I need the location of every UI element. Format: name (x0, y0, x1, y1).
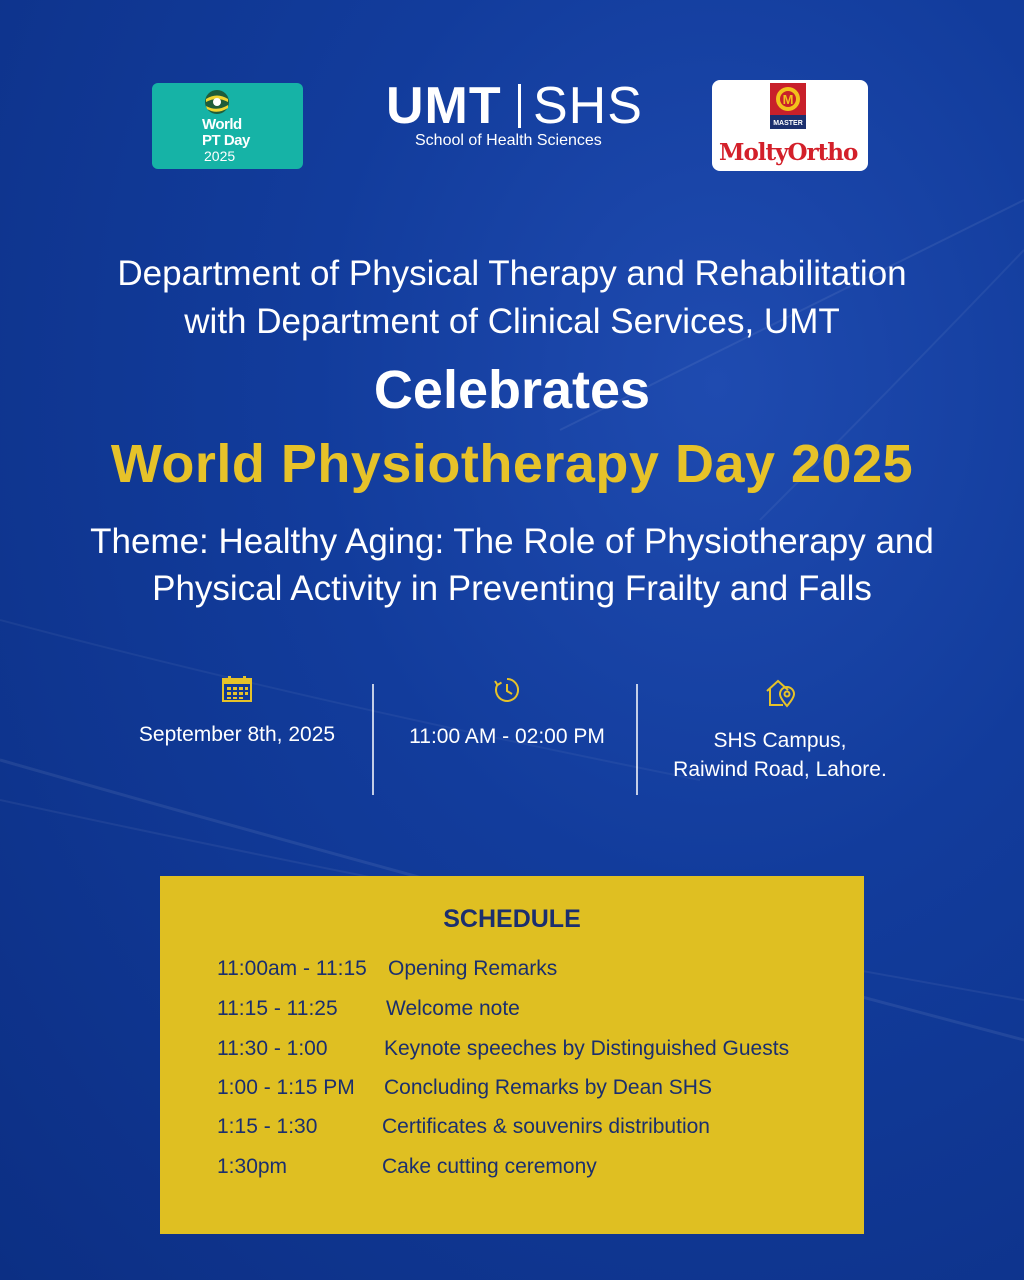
schedule-time: 1:15 - 1:30 (217, 1115, 318, 1138)
schedule-desc: Concluding Remarks by Dean SHS (384, 1076, 712, 1099)
event-title: World Physiotherapy Day 2025 (110, 434, 914, 494)
umt-wordmark: UMT (386, 77, 502, 135)
schedule-time: 11:30 - 1:00 (217, 1037, 328, 1060)
logo-divider (518, 84, 521, 128)
clock-icon (493, 676, 521, 704)
venue-line-2: Raiwind Road, Lahore. (673, 758, 887, 781)
theme-line-2: Physical Activity in Preventing Frailty and Falls (152, 569, 872, 608)
umt-subtitle: School of Health Sciences (415, 132, 602, 149)
location-icon (764, 676, 796, 708)
calendar-icon (222, 676, 252, 702)
info-divider-2 (636, 684, 638, 795)
umt-shs-logo (386, 78, 646, 158)
master-badge-text: MASTER (773, 120, 803, 127)
world-pt-day-logo (152, 83, 303, 169)
venue-line-1: SHS Campus, (713, 729, 847, 752)
department-heading (0, 250, 1024, 346)
master-badge-icon (770, 83, 806, 129)
schedule-time: 1:00 - 1:15 PM (217, 1076, 355, 1099)
svg-text:M: M (782, 92, 794, 107)
shs-wordmark: SHS (533, 77, 643, 135)
time-text: 11:00 AM - 02:00 PM (409, 725, 605, 748)
globe-icon (204, 89, 230, 115)
celebrates-heading: Celebrates (373, 360, 651, 420)
schedule-time: 1:30pm (217, 1155, 288, 1178)
theme-line-1: Theme: Healthy Aging: The Role of Physiotherapy and (90, 522, 934, 561)
schedule-time: 11:00am - 11:15 (217, 957, 367, 980)
ptday-line3: 2025 (204, 148, 236, 164)
theme-text (0, 518, 1024, 612)
moltyortho-wordmark: MoltyOrtho (719, 139, 858, 166)
ptday-line1: World (202, 116, 242, 133)
schedule-desc: Cake cutting ceremony (382, 1155, 597, 1178)
event-date (112, 676, 362, 749)
moltyortho-logo (712, 80, 868, 171)
schedule-desc: Welcome note (386, 997, 520, 1020)
event-time (380, 676, 634, 751)
event-venue (640, 676, 920, 784)
date-text: September 8th, 2025 (138, 723, 336, 746)
info-divider-1 (372, 684, 374, 795)
schedule-panel (160, 876, 864, 1234)
schedule-desc: Opening Remarks (388, 957, 558, 980)
schedule-desc: Keynote speeches by Distinguished Guests (384, 1037, 790, 1060)
schedule-time: 11:15 - 11:25 (217, 997, 338, 1020)
dept-line-1: Department of Physical Therapy and Rehabilitation (117, 254, 907, 293)
dept-line-2: with Department of Clinical Services, UMT (184, 302, 840, 341)
ptday-line2: PT Day (202, 132, 250, 149)
schedule-desc: Certificates & souvenirs distribution (382, 1115, 710, 1138)
schedule-title: SCHEDULE (443, 905, 581, 933)
